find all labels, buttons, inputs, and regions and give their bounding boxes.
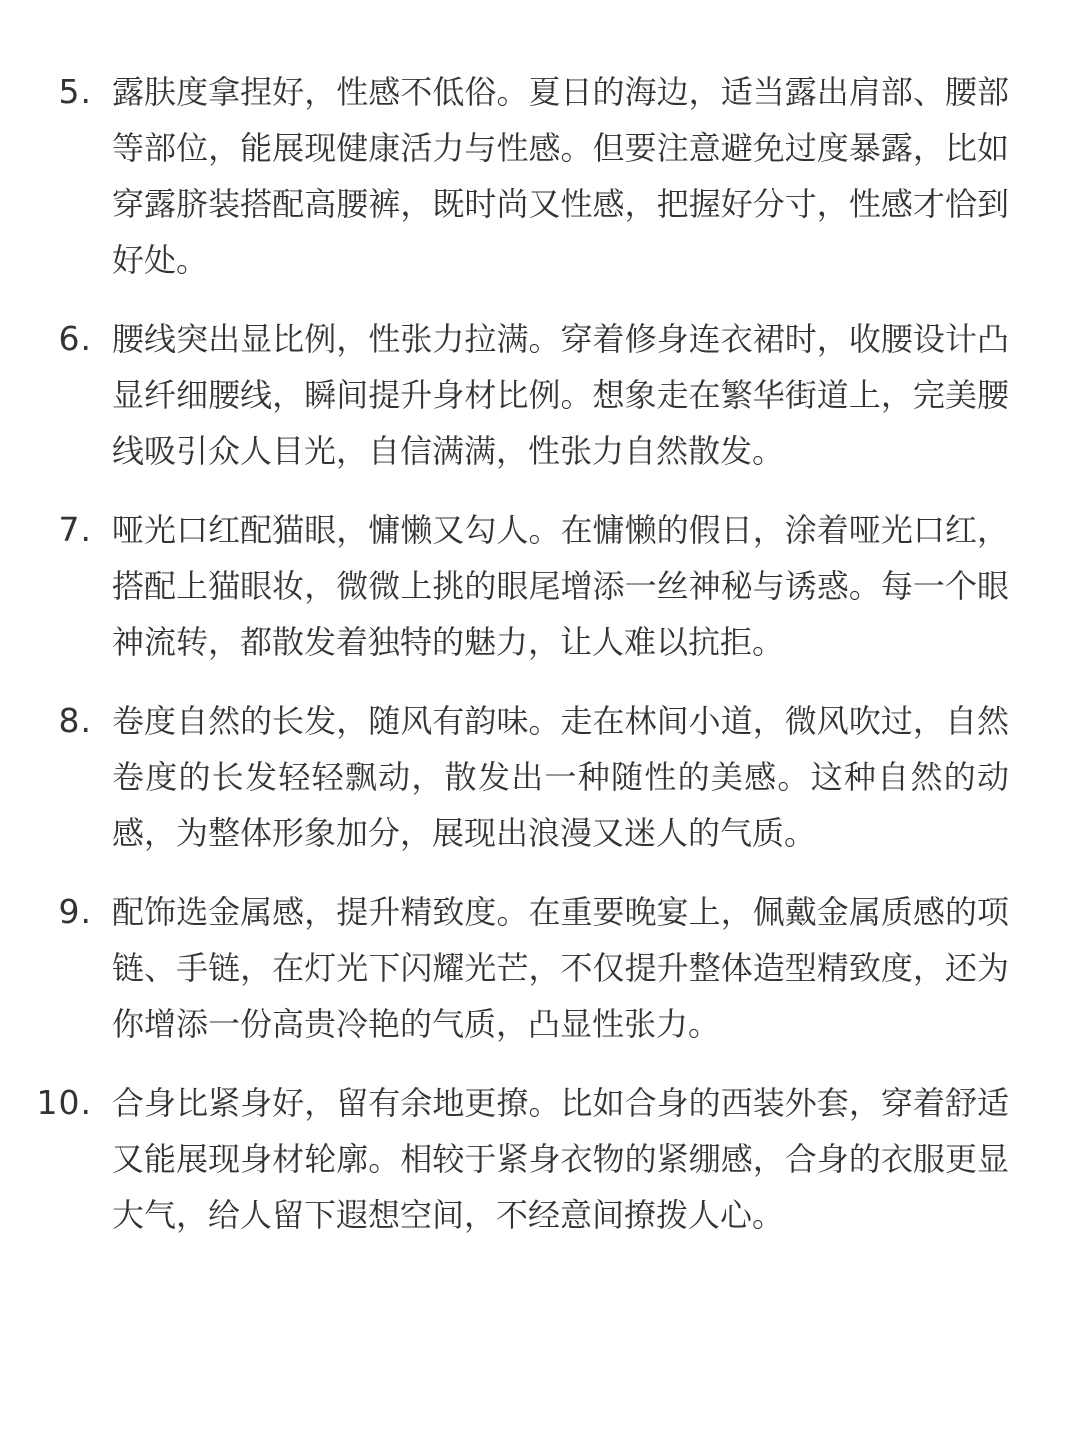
list-item-number: 7.	[58, 510, 92, 549]
list-item-number: 8.	[58, 701, 92, 740]
list-item	[0, 693, 1080, 861]
list-item-text: 合身比紧身好，留有余地更撩。比如合身的西装外套，穿着舒适又能展现身材轮廓。相较于紧身衣物的紧绷感，合身的衣服更显大气，给人留下遐想空间，不经意间撩拨人心。	[112, 1084, 1009, 1234]
list-item-text: 露肤度拿捏好，性感不低俗。夏日的海边，适当露出肩部、腰部等部位，能展现健康活力与性感。但要注意避免过度暴露，比如穿露脐装搭配高腰裤，既时尚又性感，把握好分寸，性感才恰到好处。	[112, 73, 1009, 279]
list-item-number: 6.	[58, 319, 92, 358]
list-item	[0, 1075, 1080, 1243]
list-item-text: 配饰选金属感，提升精致度。在重要晚宴上，佩戴金属质感的项链、手链，在灯光下闪耀光芒，不仅提升整体造型精致度，还为你增添一份高贵冷艳的气质，凸显性张力。	[112, 893, 1009, 1043]
list-item-text: 哑光口红配猫眼，慵懒又勾人。在慵懒的假日，涂着哑光口红，搭配上猫眼妆，微微上挑的眼尾增添一丝神秘与诱惑。每一个眼神流转，都散发着独特的魅力，让人难以抗拒。	[112, 511, 1009, 661]
list-item	[0, 502, 1080, 670]
list-item-text: 卷度自然的长发，随风有韵味。走在林间小道，微风吹过，自然卷度的长发轻轻飘动，散发出一种随性的美感。这种自然的动感，为整体形象加分，展现出浪漫又迷人的气质。	[112, 702, 1009, 852]
numbered-list	[0, 64, 1080, 1266]
list-item	[0, 311, 1080, 479]
list-item-number: 10.	[36, 1083, 92, 1122]
list-item-number: 5.	[58, 72, 92, 111]
list-item-number: 9.	[58, 892, 92, 931]
list-item	[0, 64, 1080, 288]
list-item	[0, 884, 1080, 1052]
list-item-text: 腰线突出显比例，性张力拉满。穿着修身连衣裙时，收腰设计凸显纤细腰线，瞬间提升身材比例。想象走在繁华街道上，完美腰线吸引众人目光，自信满满，性张力自然散发。	[112, 320, 1009, 470]
